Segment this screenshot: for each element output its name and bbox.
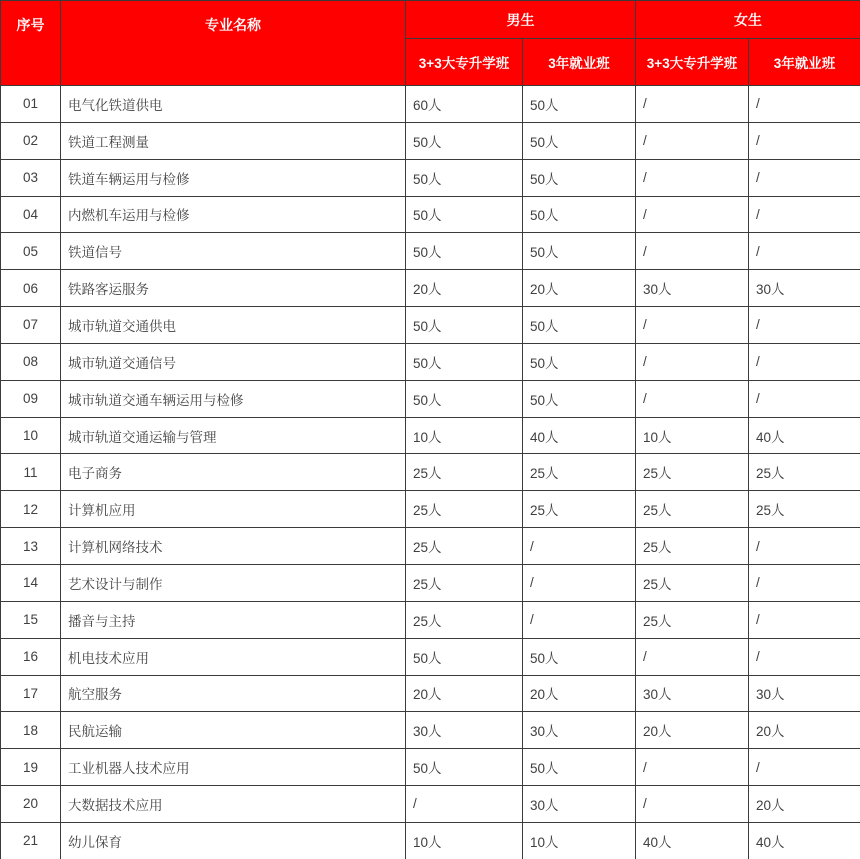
- female-advance-cell: /: [636, 233, 749, 270]
- header-serial-number: 序号: [1, 1, 61, 86]
- female-advance-cell: /: [636, 196, 749, 233]
- table-body: [1, 86, 860, 859]
- female-advance-cell: 10人: [636, 417, 749, 454]
- female-advance-cell: 20人: [636, 712, 749, 749]
- table-row: [1, 270, 860, 307]
- male-advance-cell: 20人: [406, 270, 523, 307]
- male-employ-cell: 30人: [523, 712, 636, 749]
- female-employ-cell: /: [749, 307, 860, 344]
- major-name-cell: 大数据技术应用: [61, 786, 406, 823]
- table-row: [1, 307, 860, 344]
- table-header: [1, 1, 860, 86]
- female-advance-cell: 40人: [636, 822, 749, 859]
- female-advance-cell: /: [636, 786, 749, 823]
- female-employ-cell: /: [749, 749, 860, 786]
- female-employ-cell: 40人: [749, 417, 860, 454]
- male-advance-cell: 25人: [406, 601, 523, 638]
- table-row: [1, 86, 860, 123]
- female-advance-cell: 25人: [636, 564, 749, 601]
- female-employ-cell: /: [749, 343, 860, 380]
- major-name-cell: 铁路客运服务: [61, 270, 406, 307]
- female-advance-cell: /: [636, 307, 749, 344]
- header-female-advance-class: 3+3大专升学班: [636, 39, 749, 86]
- female-employ-cell: 25人: [749, 491, 860, 528]
- row-number-cell: 02: [1, 122, 61, 159]
- header-female-group: 女生: [636, 1, 860, 39]
- female-employ-cell: 25人: [749, 454, 860, 491]
- table-row: [1, 786, 860, 823]
- row-number-cell: 21: [1, 822, 61, 859]
- major-name-cell: 城市轨道交通供电: [61, 307, 406, 344]
- major-name-cell: 工业机器人技术应用: [61, 749, 406, 786]
- major-name-cell: 航空服务: [61, 675, 406, 712]
- male-employ-cell: 50人: [523, 86, 636, 123]
- male-advance-cell: 50人: [406, 380, 523, 417]
- female-advance-cell: /: [636, 86, 749, 123]
- male-advance-cell: 25人: [406, 491, 523, 528]
- row-number-cell: 19: [1, 749, 61, 786]
- female-employ-cell: /: [749, 196, 860, 233]
- row-number-cell: 05: [1, 233, 61, 270]
- major-name-cell: 民航运输: [61, 712, 406, 749]
- major-name-cell: 机电技术应用: [61, 638, 406, 675]
- male-employ-cell: /: [523, 601, 636, 638]
- male-advance-cell: 60人: [406, 86, 523, 123]
- male-advance-cell: 30人: [406, 712, 523, 749]
- table-row: [1, 417, 860, 454]
- table-row: [1, 380, 860, 417]
- female-advance-cell: /: [636, 159, 749, 196]
- female-employ-cell: /: [749, 233, 860, 270]
- table-row: [1, 159, 860, 196]
- female-advance-cell: /: [636, 638, 749, 675]
- male-employ-cell: 50人: [523, 122, 636, 159]
- male-employ-cell: 50人: [523, 233, 636, 270]
- table-row: [1, 491, 860, 528]
- male-employ-cell: 50人: [523, 196, 636, 233]
- male-employ-cell: 30人: [523, 786, 636, 823]
- header-female-employment-class: 3年就业班: [749, 39, 860, 86]
- header-group-row: [1, 1, 860, 39]
- table-row: [1, 122, 860, 159]
- male-employ-cell: /: [523, 564, 636, 601]
- major-name-cell: 计算机应用: [61, 491, 406, 528]
- row-number-cell: 17: [1, 675, 61, 712]
- female-employ-cell: /: [749, 564, 860, 601]
- row-number-cell: 01: [1, 86, 61, 123]
- female-employ-cell: 30人: [749, 675, 860, 712]
- male-employ-cell: 50人: [523, 749, 636, 786]
- male-employ-cell: 50人: [523, 307, 636, 344]
- female-employ-cell: /: [749, 638, 860, 675]
- male-advance-cell: 10人: [406, 417, 523, 454]
- female-employ-cell: 20人: [749, 712, 860, 749]
- row-number-cell: 14: [1, 564, 61, 601]
- female-advance-cell: /: [636, 380, 749, 417]
- table-row: [1, 196, 860, 233]
- female-advance-cell: 30人: [636, 270, 749, 307]
- male-employ-cell: 50人: [523, 380, 636, 417]
- female-advance-cell: 25人: [636, 528, 749, 565]
- major-name-cell: 铁道信号: [61, 233, 406, 270]
- female-employ-cell: /: [749, 528, 860, 565]
- male-employ-cell: 50人: [523, 343, 636, 380]
- table-row: [1, 749, 860, 786]
- major-name-cell: 铁道车辆运用与检修: [61, 159, 406, 196]
- male-employ-cell: 20人: [523, 675, 636, 712]
- major-name-cell: 艺术设计与制作: [61, 564, 406, 601]
- male-advance-cell: 50人: [406, 196, 523, 233]
- row-number-cell: 03: [1, 159, 61, 196]
- row-number-cell: 12: [1, 491, 61, 528]
- male-employ-cell: 50人: [523, 638, 636, 675]
- male-advance-cell: 50人: [406, 307, 523, 344]
- table-row: [1, 343, 860, 380]
- male-advance-cell: 25人: [406, 528, 523, 565]
- major-name-cell: 城市轨道交通运输与管理: [61, 417, 406, 454]
- male-employ-cell: 50人: [523, 159, 636, 196]
- female-advance-cell: 25人: [636, 491, 749, 528]
- female-employ-cell: /: [749, 86, 860, 123]
- female-advance-cell: 25人: [636, 454, 749, 491]
- female-employ-cell: 20人: [749, 786, 860, 823]
- male-advance-cell: 50人: [406, 122, 523, 159]
- male-advance-cell: 50人: [406, 638, 523, 675]
- table-row: [1, 822, 860, 859]
- row-number-cell: 11: [1, 454, 61, 491]
- table-row: [1, 528, 860, 565]
- row-number-cell: 07: [1, 307, 61, 344]
- header-major-name: 专业名称: [61, 1, 406, 86]
- male-advance-cell: 10人: [406, 822, 523, 859]
- male-employ-cell: 25人: [523, 454, 636, 491]
- table-row: [1, 675, 860, 712]
- female-employ-cell: /: [749, 601, 860, 638]
- major-name-cell: 计算机网络技术: [61, 528, 406, 565]
- major-name-cell: 内燃机车运用与检修: [61, 196, 406, 233]
- female-employ-cell: /: [749, 122, 860, 159]
- table-row: [1, 638, 860, 675]
- major-name-cell: 电子商务: [61, 454, 406, 491]
- male-advance-cell: 50人: [406, 749, 523, 786]
- female-employ-cell: /: [749, 380, 860, 417]
- female-employ-cell: 40人: [749, 822, 860, 859]
- major-name-cell: 播音与主持: [61, 601, 406, 638]
- male-advance-cell: 25人: [406, 454, 523, 491]
- row-number-cell: 09: [1, 380, 61, 417]
- major-name-cell: 铁道工程测量: [61, 122, 406, 159]
- male-advance-cell: /: [406, 786, 523, 823]
- male-employ-cell: /: [523, 528, 636, 565]
- header-male-group: 男生: [406, 1, 636, 39]
- major-name-cell: 城市轨道交通信号: [61, 343, 406, 380]
- row-number-cell: 16: [1, 638, 61, 675]
- row-number-cell: 04: [1, 196, 61, 233]
- row-number-cell: 06: [1, 270, 61, 307]
- female-advance-cell: /: [636, 343, 749, 380]
- header-male-advance-class: 3+3大专升学班: [406, 39, 523, 86]
- row-number-cell: 10: [1, 417, 61, 454]
- header-male-employment-class: 3年就业班: [523, 39, 636, 86]
- table-row: [1, 454, 860, 491]
- male-advance-cell: 50人: [406, 159, 523, 196]
- row-number-cell: 18: [1, 712, 61, 749]
- major-name-cell: 电气化铁道供电: [61, 86, 406, 123]
- female-advance-cell: /: [636, 122, 749, 159]
- female-advance-cell: /: [636, 749, 749, 786]
- male-employ-cell: 25人: [523, 491, 636, 528]
- female-advance-cell: 25人: [636, 601, 749, 638]
- row-number-cell: 15: [1, 601, 61, 638]
- male-advance-cell: 25人: [406, 564, 523, 601]
- female-employ-cell: /: [749, 159, 860, 196]
- table-row: [1, 601, 860, 638]
- major-name-cell: 城市轨道交通车辆运用与检修: [61, 380, 406, 417]
- male-employ-cell: 10人: [523, 822, 636, 859]
- male-advance-cell: 20人: [406, 675, 523, 712]
- table-row: [1, 564, 860, 601]
- female-advance-cell: 30人: [636, 675, 749, 712]
- male-employ-cell: 20人: [523, 270, 636, 307]
- row-number-cell: 08: [1, 343, 61, 380]
- major-name-cell: 幼儿保育: [61, 822, 406, 859]
- row-number-cell: 20: [1, 786, 61, 823]
- row-number-cell: 13: [1, 528, 61, 565]
- male-advance-cell: 50人: [406, 343, 523, 380]
- male-employ-cell: 40人: [523, 417, 636, 454]
- male-advance-cell: 50人: [406, 233, 523, 270]
- table-row: [1, 712, 860, 749]
- table-row: [1, 233, 860, 270]
- female-employ-cell: 30人: [749, 270, 860, 307]
